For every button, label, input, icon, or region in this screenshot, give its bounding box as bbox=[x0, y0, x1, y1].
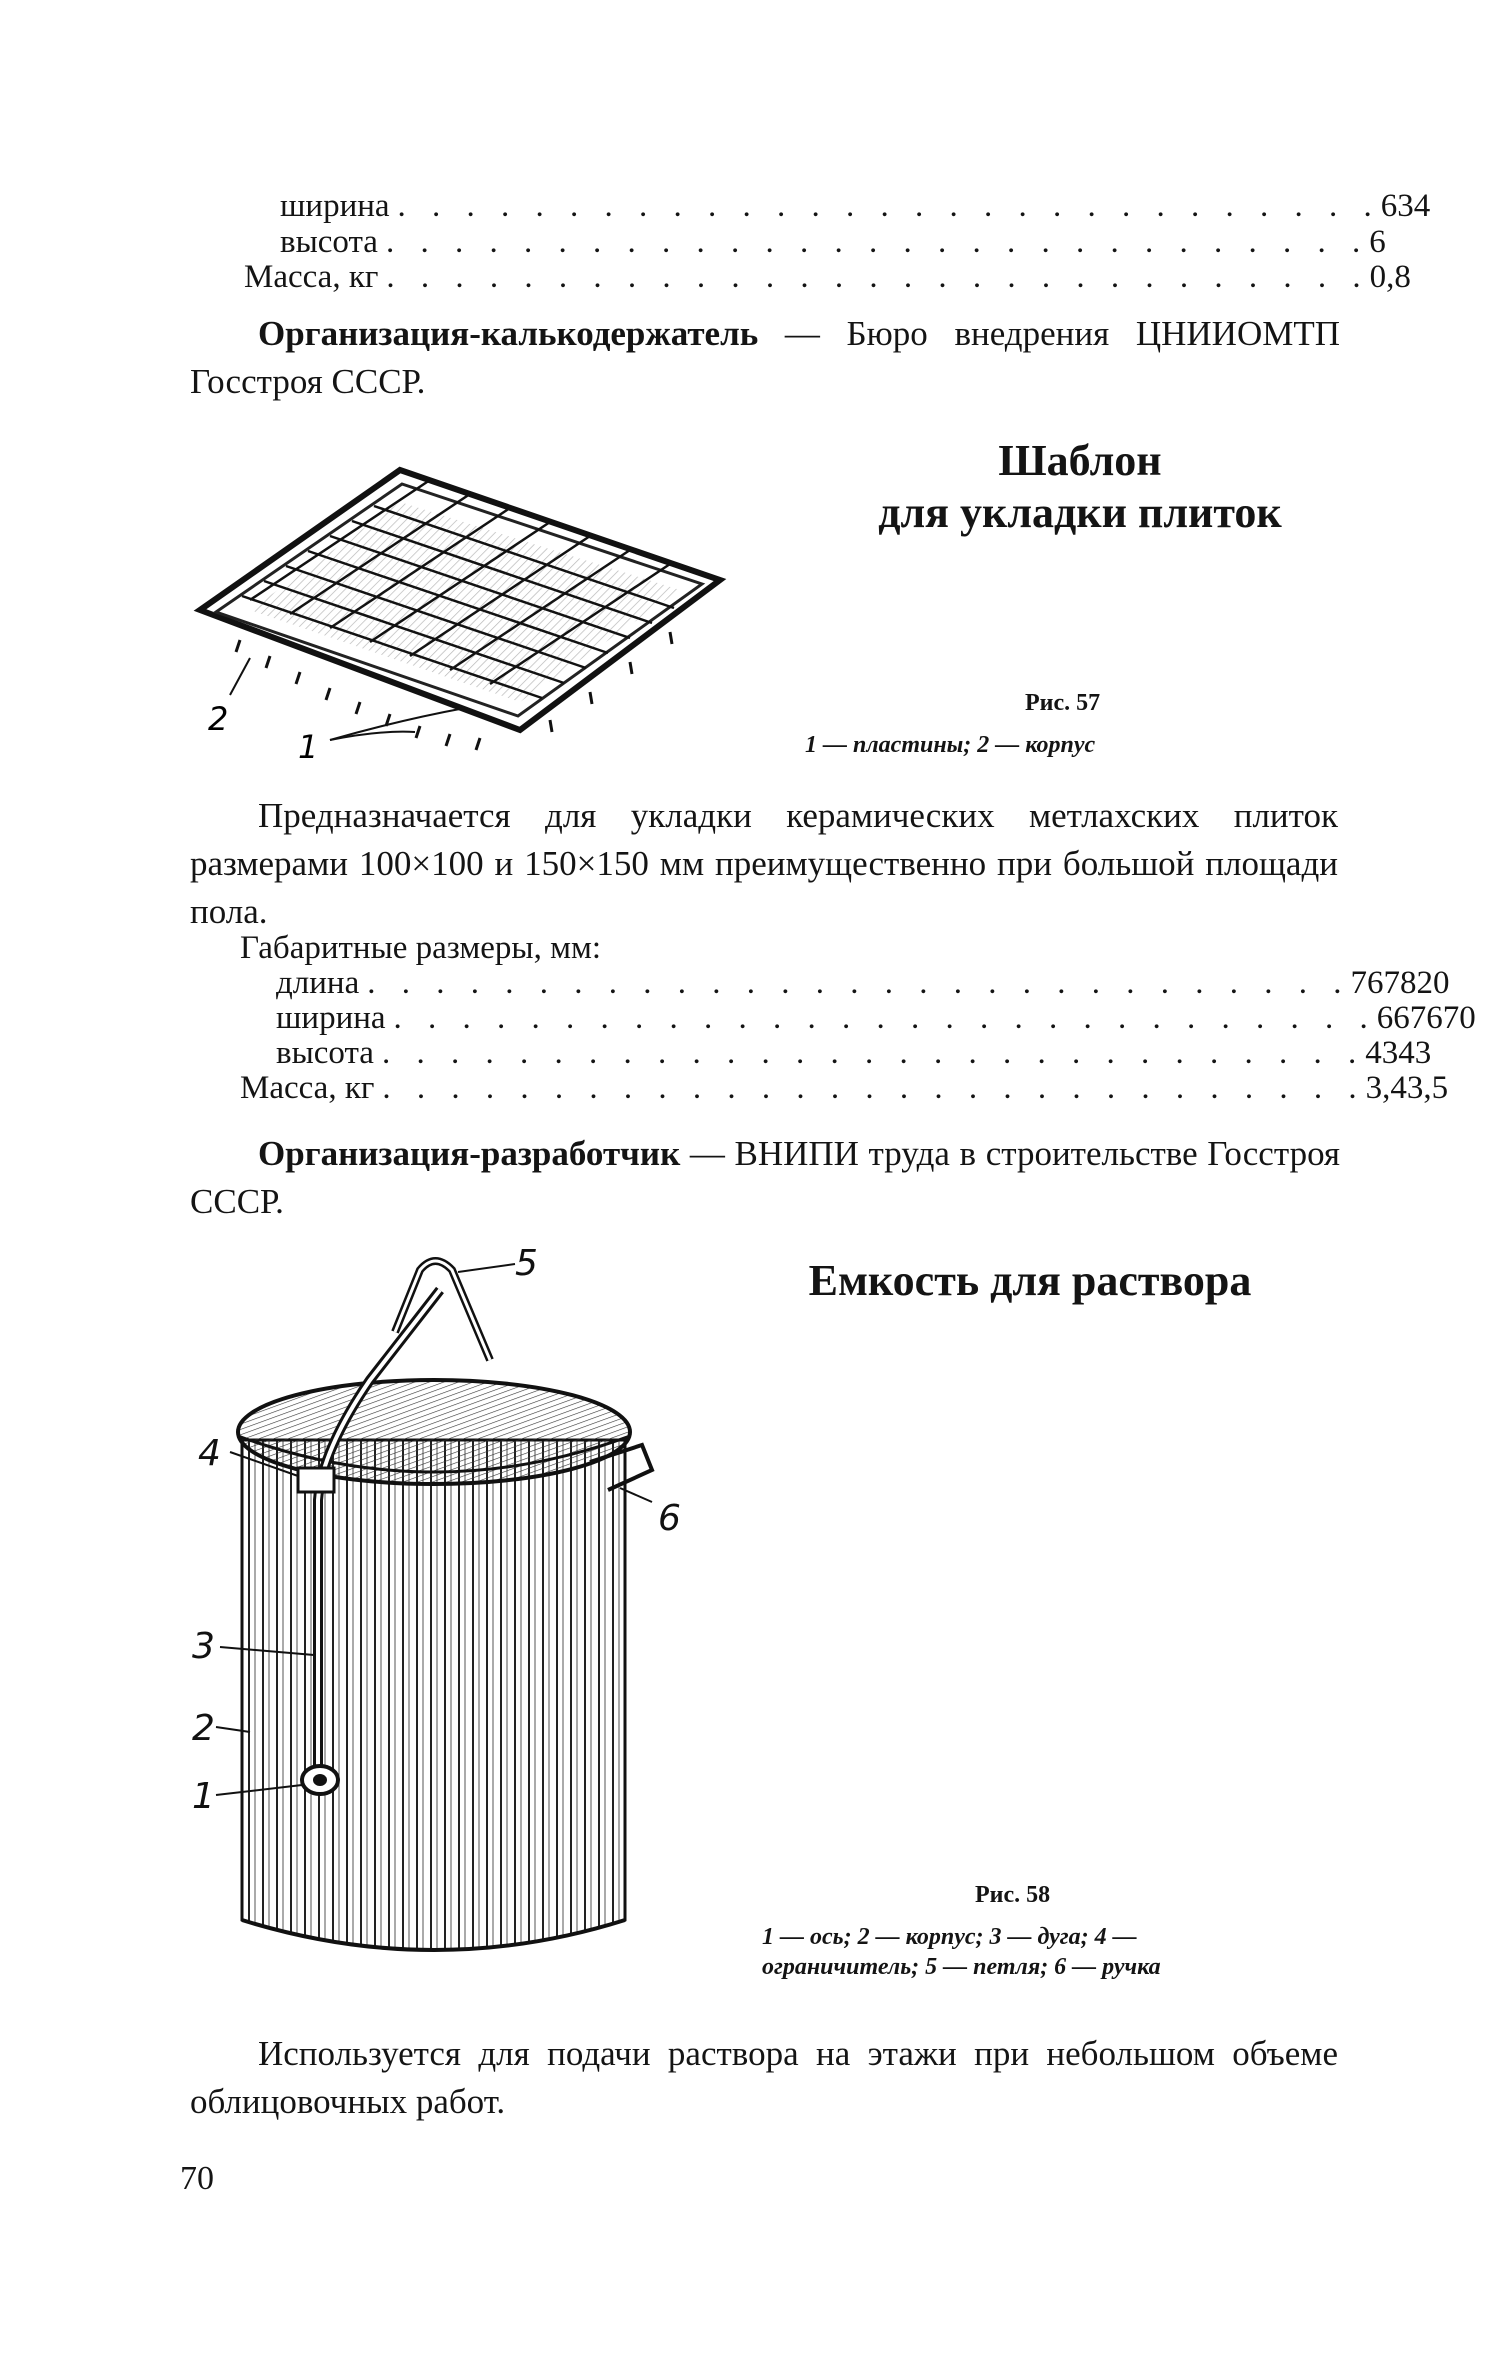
figure-label-1: 1 bbox=[192, 1776, 215, 1817]
spec-label: Масса, кг bbox=[244, 259, 379, 295]
title-line-2: для укладки плиток bbox=[878, 488, 1282, 537]
figure-label-6: 6 bbox=[658, 1498, 681, 1539]
organization-holder bbox=[190, 310, 1340, 406]
dims-value-1: 3,4 bbox=[1365, 1070, 1407, 1106]
leader-dots: . . . . . . . . . . . . . . . . . . . . . . . . . . . . . bbox=[386, 259, 1370, 295]
dims-value-2: 670 bbox=[1426, 1000, 1476, 1036]
spec-label: ширина bbox=[280, 188, 390, 224]
dims-row-height bbox=[240, 1035, 1432, 1071]
spec-row-mass bbox=[244, 259, 1411, 295]
dims-value-1: 667 bbox=[1376, 1000, 1427, 1036]
figure-57-legend: 1 — пластины; 2 — корпус bbox=[805, 732, 1096, 758]
leader-dots: . . . . . . . . . . . . . . . . . . . . . . . . . . . . . bbox=[397, 188, 1381, 224]
dims-row-length bbox=[240, 965, 1450, 1001]
dims-value-2: 3,5 bbox=[1406, 1070, 1449, 1106]
leader-dots: . . . . . . . . . . . . . . . . . . . . . . . . . . . . . bbox=[381, 1035, 1366, 1071]
figure-label-2: 2 bbox=[208, 700, 229, 738]
dims-label: длина bbox=[276, 965, 360, 1001]
org-label: Организация-калькодержатель bbox=[258, 314, 759, 353]
spec-value: 6 bbox=[1369, 224, 1386, 260]
figure-label-5: 5 bbox=[515, 1243, 538, 1284]
figure-label-2: 2 bbox=[192, 1708, 215, 1749]
page-number: 70 bbox=[180, 2160, 214, 2197]
org-label: Организация-разработчик bbox=[258, 1134, 681, 1173]
dims-value-1: 43 bbox=[1365, 1035, 1399, 1071]
figure-57-caption: Рис. 57 bbox=[1025, 690, 1101, 716]
dims-value-2: 43 bbox=[1398, 1035, 1432, 1071]
spec-label: высота bbox=[280, 224, 378, 260]
leader-dots: . . . . . . . . . . . . . . . . . . . . . . . . . . . . . bbox=[382, 1070, 1366, 1106]
legend-line-1: 1 — ось; 2 — корпус; 3 — дуга; 4 — bbox=[762, 1924, 1137, 1950]
dims-header: Габаритные размеры, мм: bbox=[240, 930, 602, 966]
tile-template-illustration bbox=[180, 440, 740, 766]
title-line-1: Шаблон bbox=[998, 436, 1162, 485]
leader-dots: . . . . . . . . . . . . . . . . . . . . . . . . . . . . . bbox=[367, 965, 1351, 1001]
figure-58-legend bbox=[762, 1922, 1161, 1982]
figure-label-1: 1 bbox=[298, 728, 319, 766]
container-description: Используется для подачи раствора на этажи при небольшом объеме облицовочных работ. bbox=[190, 2034, 1338, 2121]
organization-developer bbox=[190, 1130, 1340, 1226]
spec-value: 0,8 bbox=[1369, 259, 1411, 295]
org-text: — Бюро внедрения ЦНИИОМТП Госстроя СССР. bbox=[190, 314, 1340, 401]
legend-line-2: ограничитель; 5 — петля; 6 — ручка bbox=[762, 1954, 1161, 1980]
figure-label-3: 3 bbox=[192, 1626, 215, 1667]
spec-row-width bbox=[250, 188, 1431, 224]
spec-row-height bbox=[250, 224, 1386, 260]
dims-value-1: 767 bbox=[1350, 965, 1400, 1001]
figure-58-caption: Рис. 58 bbox=[975, 1882, 1051, 1908]
dims-row-mass bbox=[240, 1070, 1449, 1106]
section-title-container: Емкость для раствора bbox=[808, 1256, 1252, 1305]
dims-label: ширина bbox=[276, 1000, 386, 1036]
dims-value-2: 820 bbox=[1399, 965, 1450, 1001]
leader-dots: . . . . . . . . . . . . . . . . . . . . . . . . . . . . . bbox=[385, 224, 1370, 260]
dims-label: Масса, кг bbox=[240, 1070, 375, 1106]
template-description: Предназначается для укладки керамических метлахских плиток размерами 100×100 и 150×150 мм преимущественно при большой площади пола. bbox=[190, 796, 1338, 931]
figure-label-4: 4 bbox=[198, 1433, 221, 1474]
org-text: — ВНИПИ труда в строительстве Госстроя СССР. bbox=[190, 1134, 1340, 1221]
leader-dots: . . . . . . . . . . . . . . . . . . . . . . . . . . . . . bbox=[393, 1000, 1377, 1036]
dims-label: высота bbox=[276, 1035, 374, 1071]
dims-row-width bbox=[240, 1000, 1476, 1036]
section-title-template bbox=[860, 435, 1300, 539]
mortar-container-illustration bbox=[190, 1240, 710, 1990]
spec-value: 634 bbox=[1380, 188, 1431, 224]
